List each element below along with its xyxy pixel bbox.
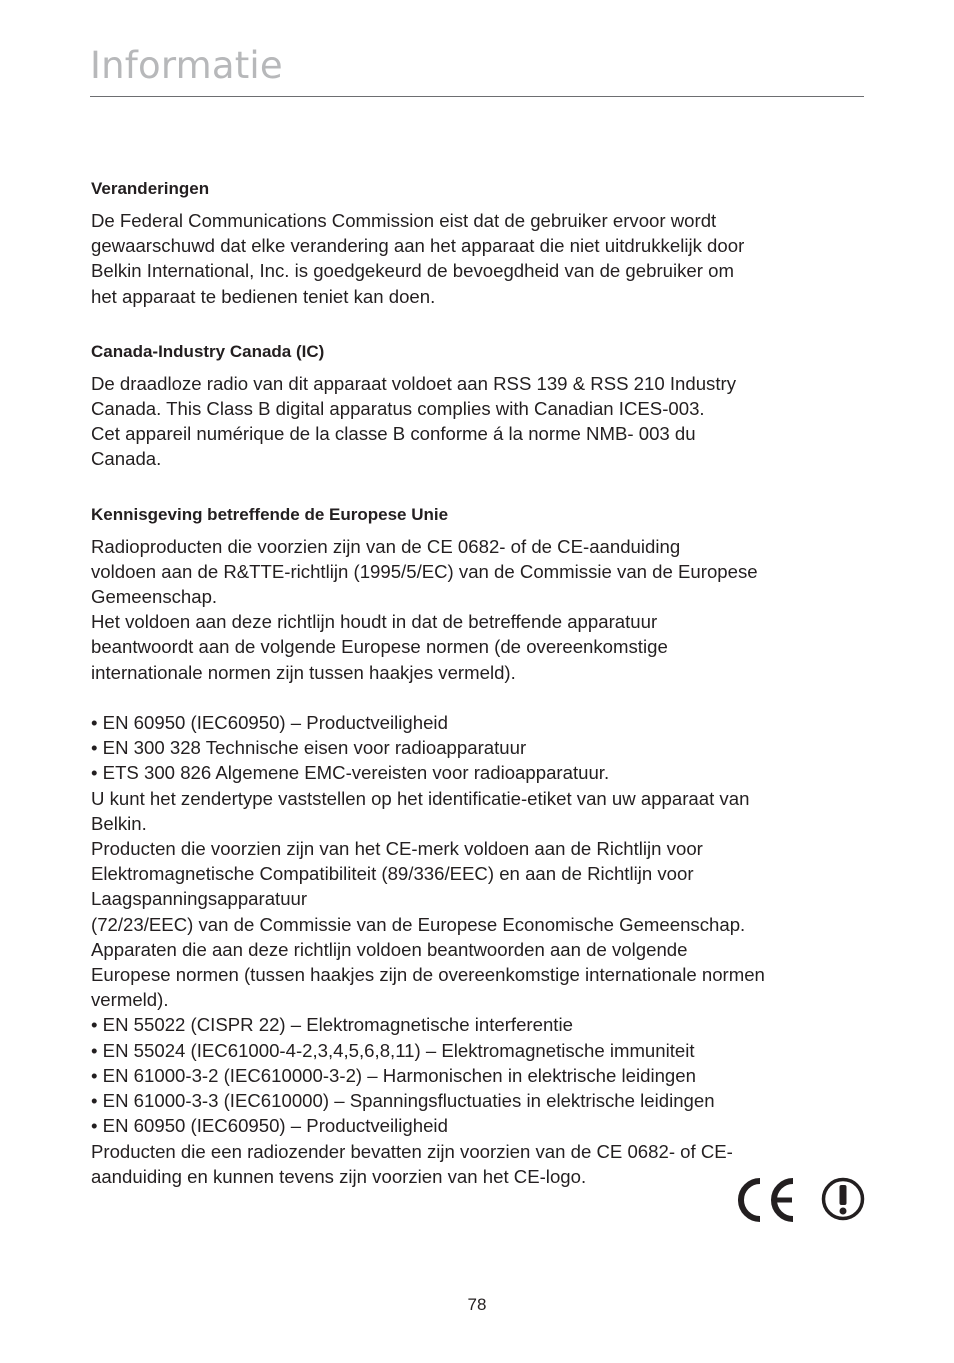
alert-circle-icon: [824, 1180, 863, 1219]
document-body: [91, 176, 871, 1219]
section-heading: Veranderingen: [91, 179, 210, 198]
section-body: Radioproducten die voorzien zijn van de CE 0682- of de CE-aanduiding voldoen aan de R&TTE-richtlijn (1995/5/EC) van de Commissie van de Europese Gemeenschap. Het voldoen aan deze richtlijn houdt in dat de betreffende apparatuur beantwoordt aan de volgende Europese normen (de overeenkomstige internationale normen zijn tussen haakjes vermeld). • EN 60950 (IEC60950) – Productveiligheid • EN 300 328 Technische eisen voor radioapparatuur • ETS 300 826 Algemene EMC-vereisten voor radioapparatuur. U kunt het zendertype vaststellen op het identificatie-etiket van uw apparaat van Belkin. Producten die voorzien zijn van het CE-merk voldoen aan de Richtlijn voor Elektromagnetische Compatibiliteit (89/336/EEC) en aan de Richtlijn voor Laagspanningsapparatuur (72/23/EEC) van de Commissie van de Europese Economische Gemeenschap. Apparaten die aan deze richtlijn voldoen beantwoorden aan de volgende Europese normen (tussen haakjes zijn de overeenkomstige internationale normen vermeld). • EN 55022 (CISPR 22) – Elektromagnetische interferentie • EN 55024 (IEC61000-4-2,3,4,5,6,8,11) – Elektromagnetische immuniteit • EN 61000-3-2 (IEC610000-3-2) – Harmonischen in elektrische leidingen • EN 61000-3-3 (IEC610000) – Spanningsfluctuaties in elektrische leidingen • EN 60950 (IEC60950) – Productveiligheid Producten die een radiozender bevatten zijn voorzien van de CE 0682- of CE- aanduiding en kunnen tevens zijn voorzien van het CE-logo.: [91, 535, 765, 1187]
section-body: De Federal Communications Commission eist dat de gebruiker ervoor wordt gewaarschuwd dat elke verandering aan het apparaat die niet uitdrukkelijk door Belkin International, Inc. is goedgekeurd de bevoegdheid van de gebruiker om het apparaat te bedienen teniet kan doen.: [91, 210, 745, 307]
ce-mark-icon: [738, 1177, 868, 1223]
page-number: 78: [467, 1295, 487, 1314]
header-divider: [90, 96, 864, 97]
section-europese-unie: [91, 502, 871, 1189]
section-veranderingen: [91, 176, 871, 309]
section-canada-ic: [91, 339, 871, 472]
section-heading: Canada-Industry Canada (IC): [91, 341, 325, 361]
certification-marks: [738, 1177, 868, 1223]
section-heading: Kennisgeving betreffende de Europese Unie: [91, 504, 449, 524]
page-title: Informatie: [90, 44, 283, 87]
section-body: De draadloze radio van dit apparaat voldoet aan RSS 139 & RSS 210 Industry Canada. This Class B digital apparatus complies with Canadian ICES-003. Cet appareil numérique de la classe B conforme á la norme NMB- 003 du Canada.: [91, 372, 736, 470]
